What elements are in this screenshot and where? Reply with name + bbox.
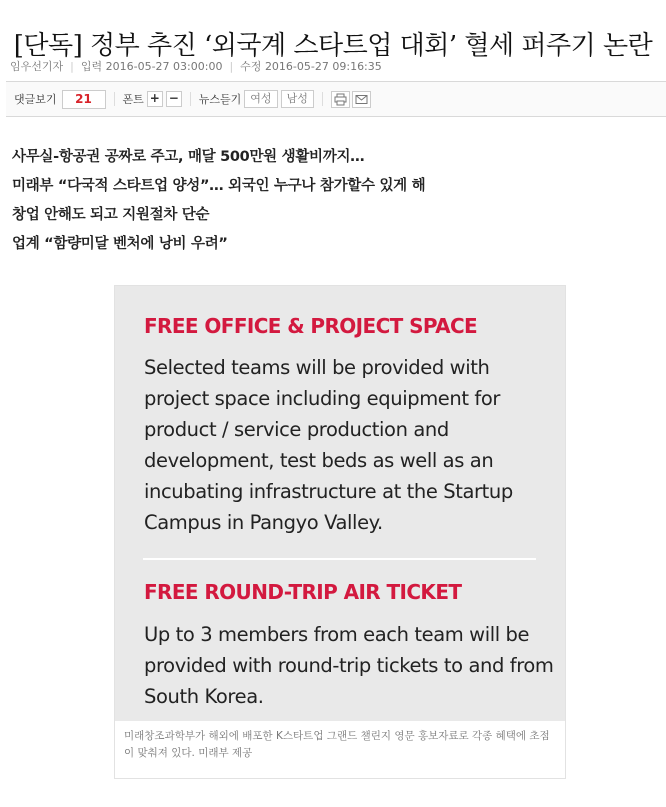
font-decrease-button[interactable]: −: [166, 91, 182, 107]
article-summary: [12, 143, 425, 259]
comments-group[interactable]: [6, 90, 114, 109]
font-size-group: [115, 91, 190, 107]
listen-group: [191, 90, 322, 108]
summary-line: 사무실-항공권 공짜로 주고, 매달 500만원 생활비까지…: [12, 149, 365, 165]
font-increase-button[interactable]: +: [147, 91, 163, 107]
article-headline: [단독] 정부 추진 ‘외국계 스타트업 대회’ 혈세 퍼주기 논란: [13, 31, 653, 62]
article-meta: 임우선기자 | 입력 2016-05-27 03:00:00 | 수정 2016-05-27 09:16:35: [10, 60, 382, 73]
summary-line: 미래부 “다국적 스타트업 양성”… 외국인 누구나 참가할수 있게 해: [12, 178, 426, 194]
share-group: [323, 91, 381, 108]
summary-line: 창업 안해도 되고 지원절차 단순: [12, 207, 210, 223]
print-icon[interactable]: [331, 91, 350, 108]
promo-heading-office: FREE OFFICE & PROJECT SPACE: [144, 314, 478, 338]
edit-label: 수정: [240, 60, 262, 73]
voice-male-button[interactable]: 남성: [281, 90, 314, 108]
comments-count[interactable]: 21: [62, 90, 106, 109]
input-label: 입력: [80, 60, 103, 73]
article-figure: [114, 285, 566, 779]
figure-caption: 미래창조과학부가 해외에 배포한 K스타트업 그랜드 챌린지 영문 홍보자료로 각종 혜택에 초점이 맞춰져 있다. 미래부 제공: [115, 721, 565, 778]
promo-divider: [143, 558, 536, 560]
promo-body-office: Selected teams will be provided with project space including equipment for product / service production and development, test beds as well as an incubating infrastructure at the Startup Campus in Pangyo Valley.: [144, 356, 513, 534]
author-name[interactable]: 임우선기자: [10, 60, 64, 73]
font-label: 폰트: [122, 93, 144, 106]
summary-line: 업계 “함량미달 벤처에 낭비 우려”: [12, 236, 228, 252]
comments-label[interactable]: 댓글보기: [14, 93, 57, 106]
email-icon[interactable]: [352, 91, 371, 108]
voice-female-button[interactable]: 여성: [244, 90, 277, 108]
edit-time: 2016-05-27 09:16:35: [264, 60, 382, 73]
promo-image[interactable]: [115, 286, 565, 721]
promo-heading-ticket: FREE ROUND-TRIP AIR TICKET: [144, 580, 462, 604]
input-time: 2016-05-27 03:00:00: [105, 60, 223, 73]
promo-body-ticket: Up to 3 members from each team will be provided with round-trip tickets to and from South Korea.: [144, 623, 554, 708]
listen-label: 뉴스듣기: [198, 93, 242, 106]
article-toolbar: [6, 81, 666, 117]
